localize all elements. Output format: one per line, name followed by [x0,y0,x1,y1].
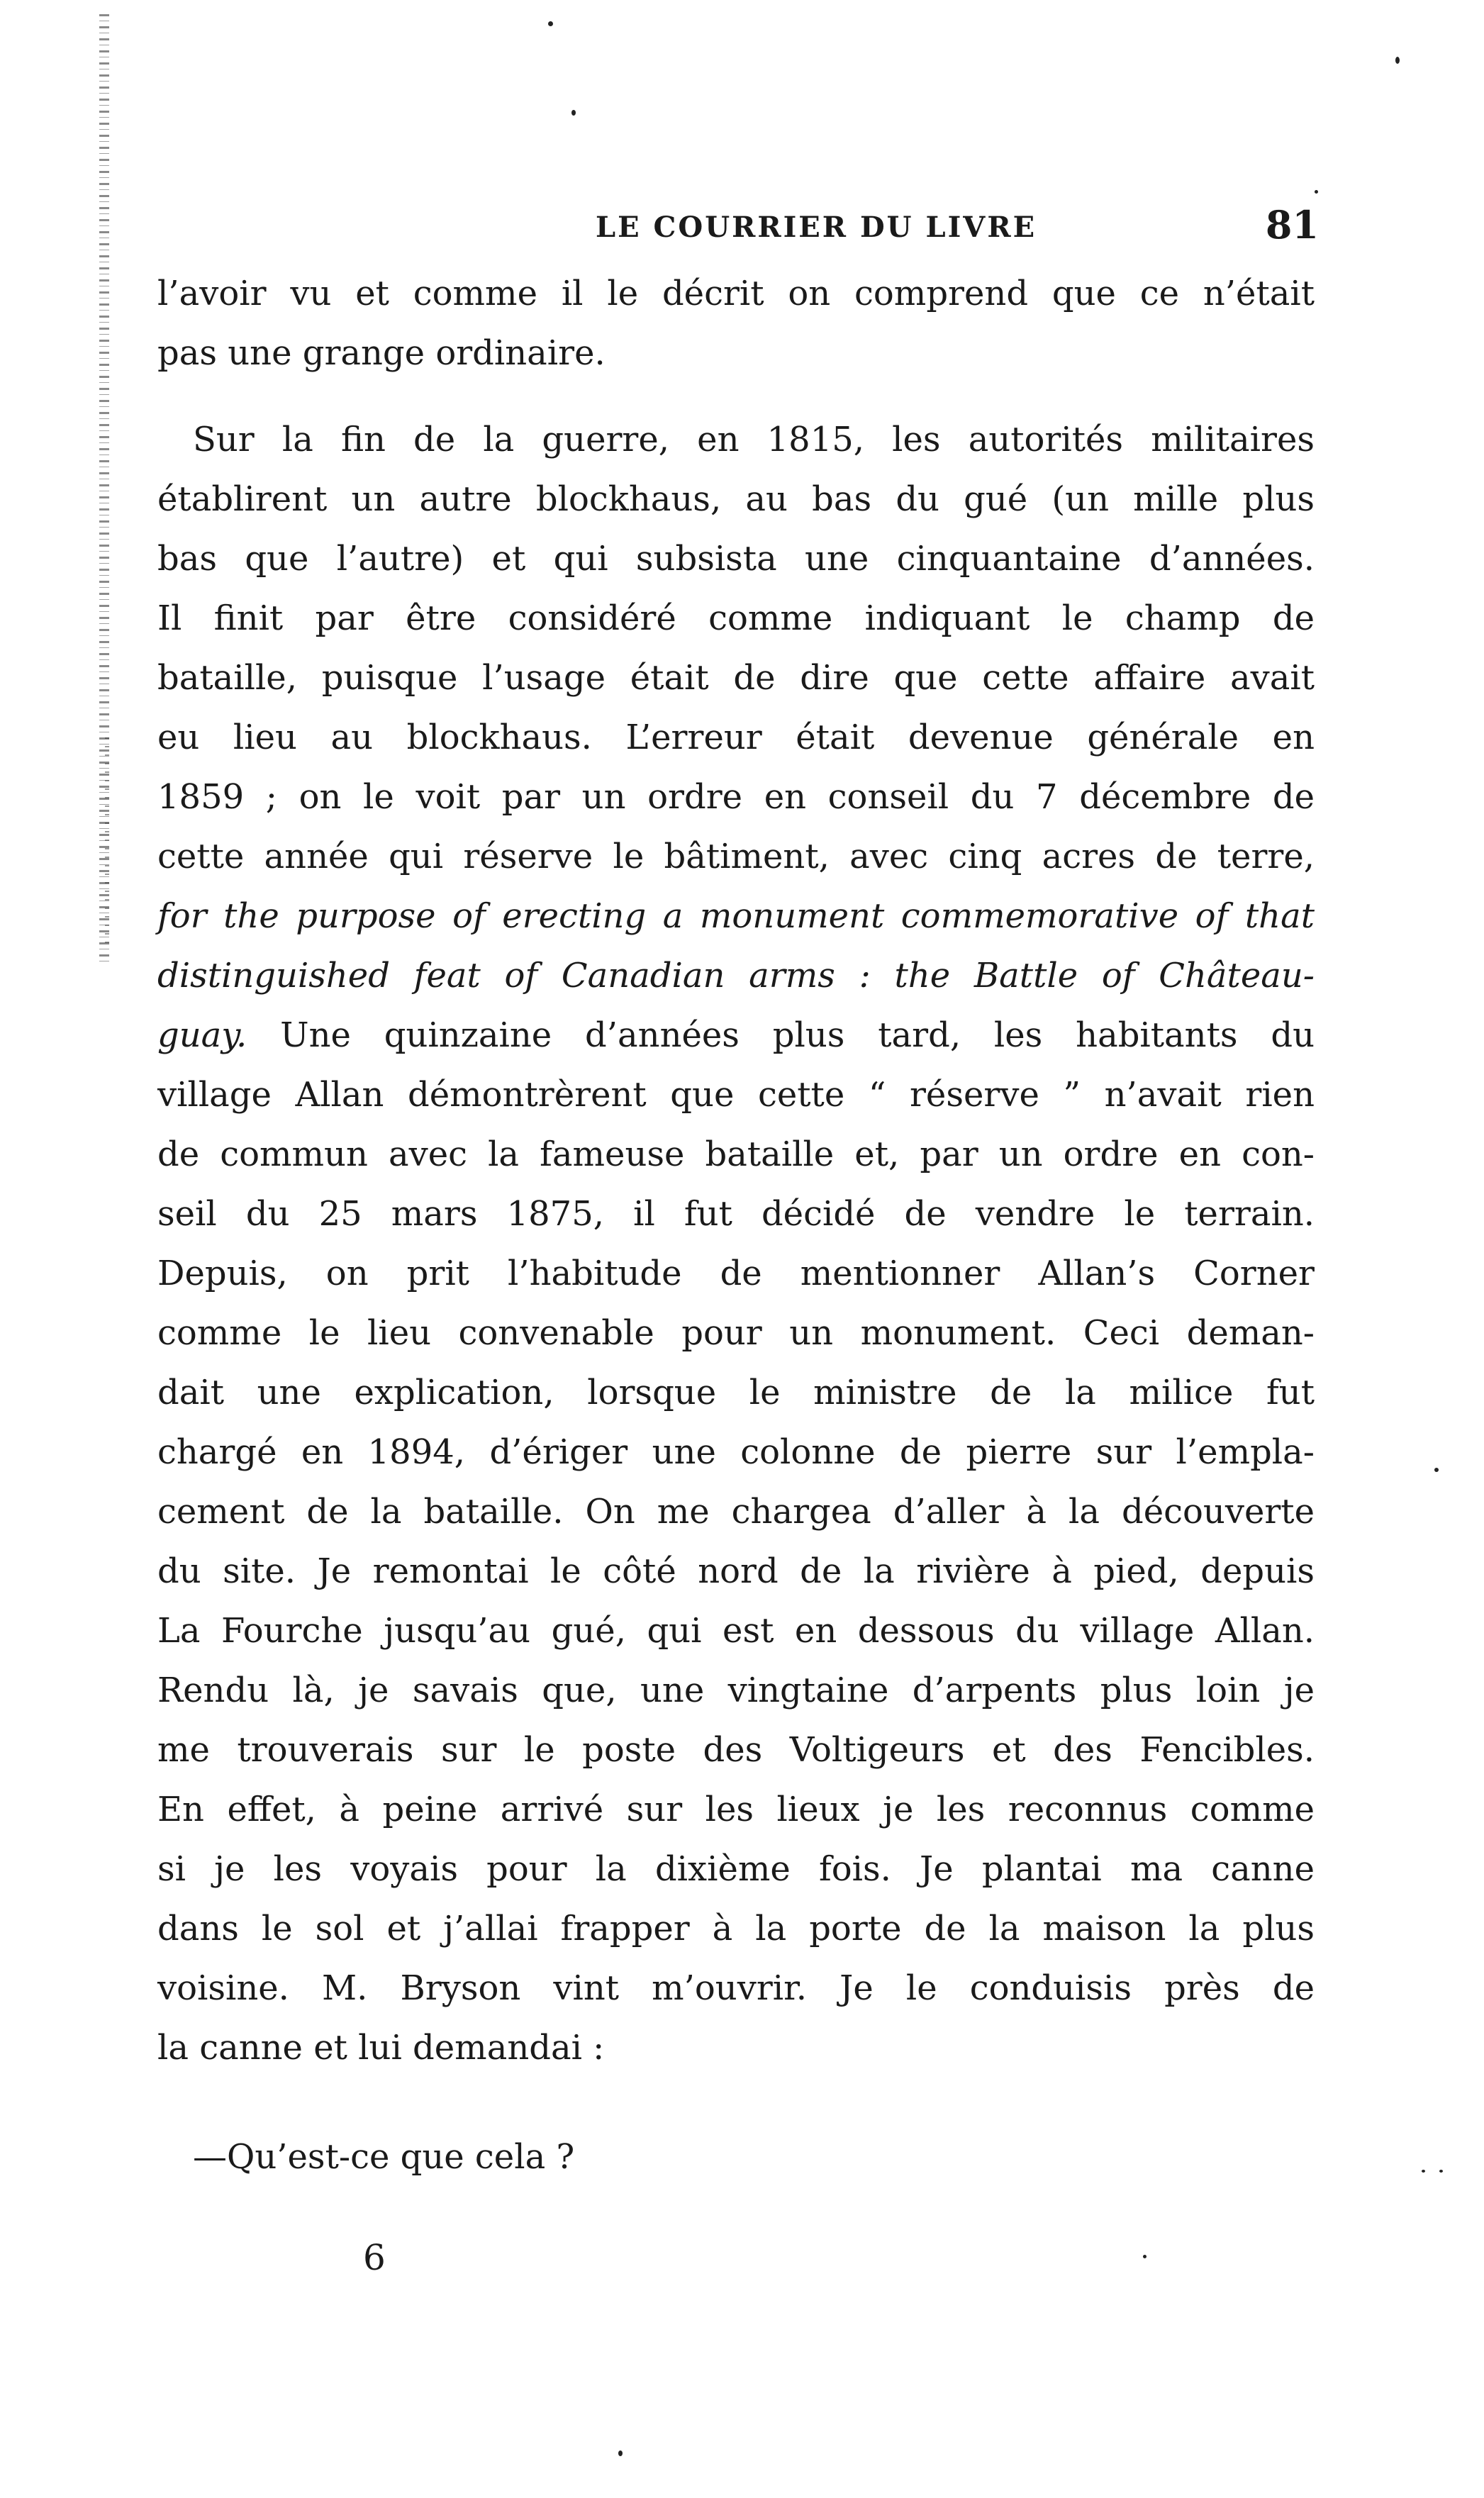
body-text [157,264,1315,2078]
text-line: bataille, puisque l’usage était de dire que cette affaire avait [157,658,1315,698]
text-line-italic: distinguished feat of Canadian arms : the Battle of Château- [157,956,1315,996]
text-line: dans le sol et j’allai frapper à la porte de la maison la plus [157,1909,1315,1948]
text-line: Sur la fin de la guerre, en 1815, les autorités militaires [193,420,1315,459]
paragraph-2 [157,410,1315,2078]
running-head [170,202,1319,252]
text-line: Il finit par être considéré comme indiquant le champ de [157,598,1315,638]
ink-speck [1439,2170,1443,2173]
ink-speck [1143,2255,1147,2258]
text-line: bas que l’autre) et qui subsista une cinquantaine d’années. [157,539,1315,579]
text-line: village Allan démontrèrent que cette “ réserve ” n’avait rien [157,1075,1315,1115]
dialogue-line: —Qu’est-ce que cela ? [193,2137,575,2177]
text-line: chargé en 1894, d’ériger une colonne de pierre sur l’empla- [157,1432,1315,1472]
text-line: cement de la bataille. On me chargea d’aller à la découverte [157,1492,1315,1532]
text-line: dait une explication, lorsque le ministre de la milice fut [157,1373,1315,1412]
signature-mark: 6 [363,2237,386,2278]
text-line: La Fourche jusqu’au gué, qui est en dessous du village Allan. [157,1611,1315,1651]
text-line: comme le lieu convenable pour un monument. Ceci deman- [157,1313,1315,1353]
text-line: pas une grange ordinaire. [157,333,606,373]
text-line-italic: for the purpose of erecting a monument commemorative of that [157,896,1315,936]
text-line: voisine. M. Bryson vint m’ouvrir. Je le conduisis près de [157,1968,1315,2008]
text-line: En effet, à peine arrivé sur les lieux je les reconnus comme [157,1790,1315,1829]
text-line: établirent un autre blockhaus, au bas du gué (un mille plus [157,479,1315,519]
text-line: cette année qui réserve le bâtiment, avec cinq acres de terre, [157,837,1315,876]
text-line: du site. Je remontai le côté nord de la rivière à pied, depuis [157,1551,1315,1591]
text-line: me trouverais sur le poste des Voltigeurs et des Fencibles. [157,1730,1315,1770]
text-line: Depuis, on prit l’habitude de mentionner Allan’s Corner [157,1254,1315,1293]
ink-speck [1315,190,1318,194]
running-title: LE COURRIER DU LIVRE [596,211,1037,244]
paragraph-1 [157,264,1315,383]
ink-speck [618,2450,623,2456]
text-line: l’avoir vu et comme il le décrit on comprend que ce n’était [157,274,1315,313]
page-number: 81 [1265,202,1319,247]
ink-speck [1422,2170,1425,2173]
ink-speck [548,21,553,26]
ink-speck [571,110,576,116]
text-line: guay. Une quinzaine d’années plus tard, les habitants du [157,1015,1315,1055]
text-line: seil du 25 mars 1875, il fut décidé de vendre le terrain. [157,1194,1315,1234]
text-line: 1859 ; on le voit par un ordre en conseil du 7 décembre de [157,777,1315,817]
text-line: eu lieu au blockhaus. L’erreur était devenue générale en [157,718,1315,757]
text-line: si je les voyais pour la dixième fois. Je plantai ma canne [157,1849,1315,1889]
ink-speck [1434,1468,1439,1472]
ink-speck [1395,57,1400,64]
binding-edge-dots [105,737,109,950]
text-line: la canne et lui demandai : [157,2028,605,2068]
text-line: de commun avec la fameuse bataille et, par un ordre en con- [157,1134,1315,1174]
text-line: Rendu là, je savais que, une vingtaine d’arpents plus loin je [157,1671,1315,1710]
